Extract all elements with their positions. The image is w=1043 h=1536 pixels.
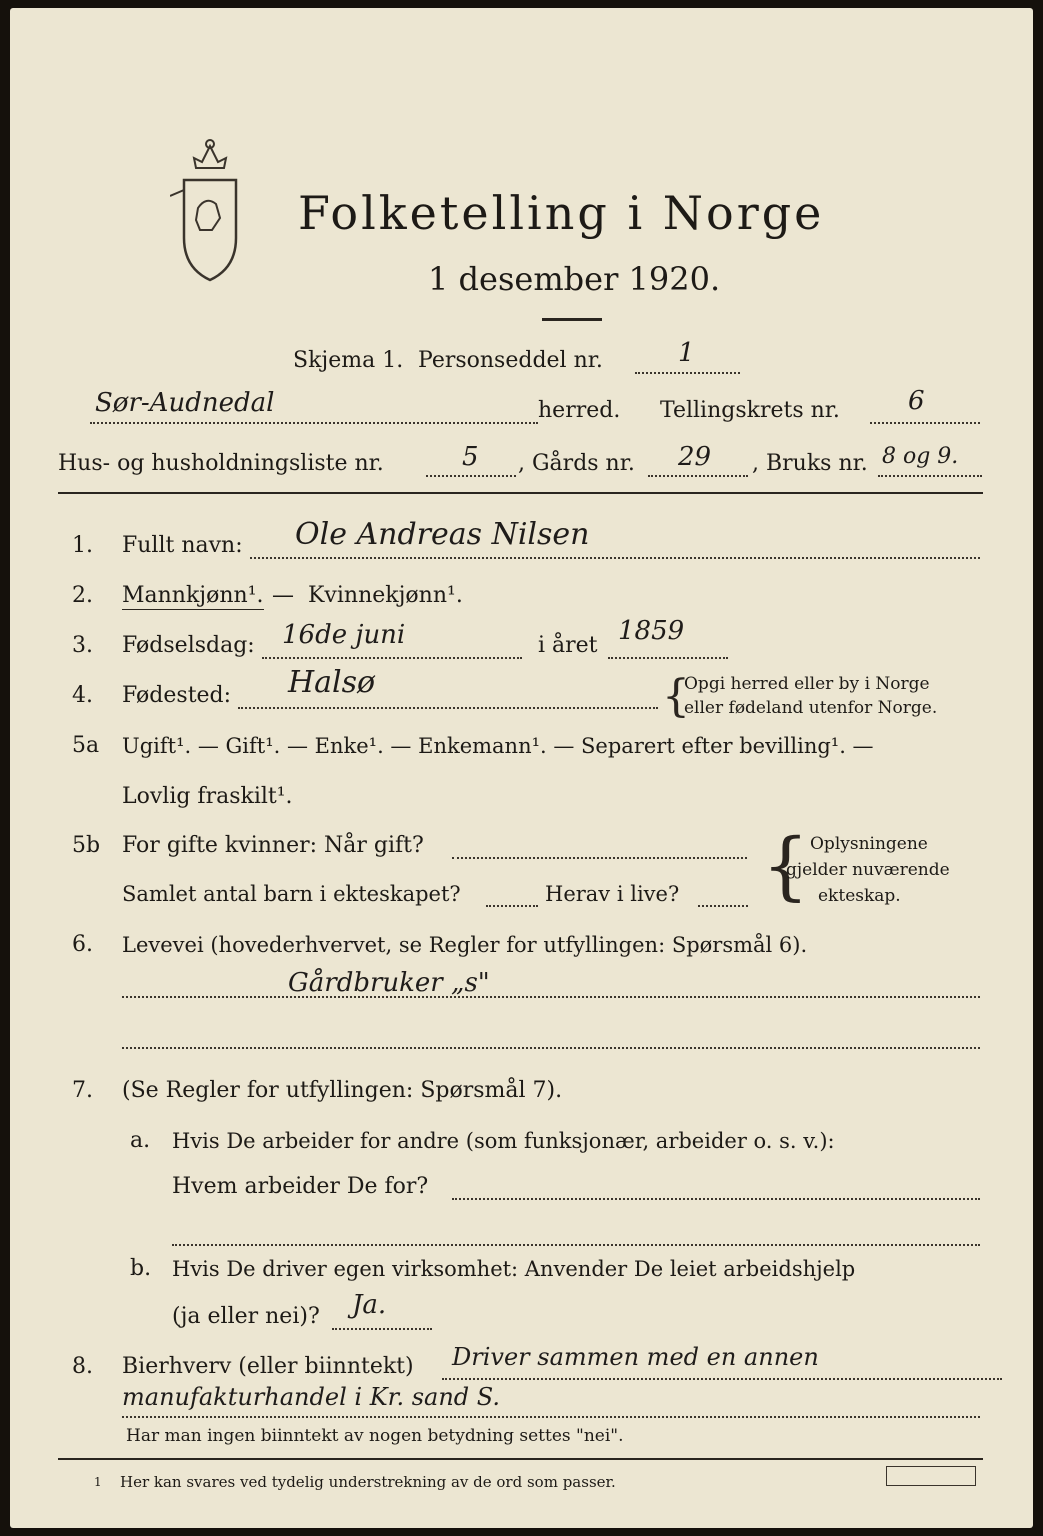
q8-line1 <box>442 1378 1002 1380</box>
q5b-label2: Samlet antal barn i ekteskapet? <box>122 882 461 906</box>
q5a-line1: Ugift¹. — Gift¹. — Enke¹. — Enkemann¹. — Separert efter bevilling¹. — <box>122 734 874 758</box>
q8-value1: Driver sammen med en annen <box>452 1343 819 1371</box>
q6-value: Gårdbruker „s" <box>288 968 490 998</box>
personseddel-line <box>635 372 740 374</box>
q3-line <box>262 657 522 659</box>
q8-value2: manufakturhandel i Kr. sand S. <box>122 1383 500 1411</box>
q2-sep: — <box>272 583 294 608</box>
q4-note2: eller fødeland utenfor Norge. <box>684 698 938 718</box>
printer-stamp <box>886 1466 976 1486</box>
norway-coat-of-arms-icon <box>170 138 250 288</box>
q4-number: 4. <box>72 683 93 708</box>
q7a-number: a. <box>130 1128 151 1153</box>
schema-label: Skjema 1. <box>293 348 404 373</box>
q3-value: 16de juni <box>282 620 406 650</box>
footnote-mark: 1 <box>94 1475 102 1489</box>
herred-line <box>90 422 538 424</box>
bruks-label: , Bruks nr. <box>752 451 868 476</box>
footer-divider <box>58 1458 983 1460</box>
tellingskrets-line <box>870 422 980 424</box>
q6-line2 <box>122 1047 980 1049</box>
q5b-label3: Herav i live? <box>545 882 680 906</box>
q1-value: Ole Andreas Nilsen <box>295 517 590 552</box>
q5a-line2: Lovlig fraskilt¹. <box>122 784 293 809</box>
q2-male: Mannkjønn¹. <box>122 583 264 608</box>
title-divider <box>542 318 602 321</box>
personseddel-label: Personseddel nr. <box>418 348 603 373</box>
q4-label: Fødested: <box>122 683 232 708</box>
herred-label: herred. <box>538 398 621 423</box>
q5b-when-line <box>452 857 747 859</box>
q8-line2 <box>122 1416 980 1418</box>
q7b-line <box>332 1328 432 1330</box>
q7b-label: Hvis De driver egen virksomhet: Anvender De leiet arbeidshjelp <box>172 1257 856 1281</box>
personseddel-value: 1 <box>678 338 695 368</box>
tellingskrets-label: Tellingskrets nr. <box>660 398 840 423</box>
q2-number: 2. <box>72 583 93 608</box>
q2-female: Kvinnekjønn¹. <box>308 583 463 608</box>
q5b-note3: ekteskap. <box>818 886 901 906</box>
q1-line <box>250 557 980 559</box>
q5b-number: 5b <box>72 833 101 858</box>
q7b-value: Ja. <box>352 1290 387 1320</box>
q8-label: Bierhverv (eller biinntekt) <box>122 1354 414 1379</box>
q8-note: Har man ingen biinntekt av nogen betydning settes "nei". <box>126 1426 624 1446</box>
q6-label: Levevei (hovederhvervet, se Regler for utfyllingen: Spørsmål 6). <box>122 933 808 957</box>
q5a-number: 5a <box>72 733 100 758</box>
q5b-label1: For gifte kvinner: Når gift? <box>122 833 424 858</box>
q7-label: (Se Regler for utfyllingen: Spørsmål 7). <box>122 1078 563 1103</box>
census-date: 1 desember 1920. <box>428 260 721 298</box>
husliste-value: 5 <box>462 442 479 472</box>
q5b-brace: { <box>762 823 810 909</box>
q3-year-label: i året <box>538 633 598 658</box>
q7b-question: (ja eller nei)? <box>172 1304 320 1329</box>
q4-value: Halsø <box>288 665 376 700</box>
q7a-question: Hvem arbeider De for? <box>172 1174 429 1199</box>
herred-value: Sør-Audnedal <box>95 388 275 418</box>
q7a-line1 <box>452 1198 980 1200</box>
q6-line1 <box>122 996 980 998</box>
q4-brace: { <box>662 671 690 722</box>
census-form <box>10 8 1033 1528</box>
gards-value: 29 <box>678 442 712 472</box>
bruks-value: 8 og 9. <box>882 444 959 469</box>
gards-label: , Gårds nr. <box>518 451 635 476</box>
q5b-note2: gjelder nuværende <box>786 860 950 880</box>
q7a-line2 <box>172 1244 980 1246</box>
header-divider <box>58 492 983 494</box>
q8-number: 8. <box>72 1354 93 1379</box>
footnote-text: Her kan svares ved tydelig understrekning av de ord som passer. <box>120 1473 616 1491</box>
form-title: Folketelling i Norge <box>298 186 825 240</box>
husliste-label: Hus- og husholdningsliste nr. <box>58 451 384 476</box>
q7-number: 7. <box>72 1078 93 1103</box>
husliste-line <box>426 475 516 477</box>
q3-year-value: 1859 <box>618 616 685 646</box>
q7b-number: b. <box>130 1256 152 1281</box>
q3-label: Fødselsdag: <box>122 633 255 658</box>
q1-number: 1. <box>72 533 93 558</box>
q4-note1: Opgi herred eller by i Norge <box>684 674 930 694</box>
q3-year-line <box>608 657 728 659</box>
q4-line <box>238 707 658 709</box>
gards-line <box>648 475 748 477</box>
bruks-line <box>878 475 982 477</box>
q6-number: 6. <box>72 932 93 957</box>
tellingskrets-value: 6 <box>908 386 925 416</box>
q1-label: Fullt navn: <box>122 533 243 558</box>
q3-number: 3. <box>72 633 93 658</box>
q5b-note1: Oplysningene <box>810 834 928 854</box>
q5b-alive-line <box>698 905 748 907</box>
q5b-children-line <box>486 905 538 907</box>
q7a-label: Hvis De arbeider for andre (som funksjonær, arbeider o. s. v.): <box>172 1129 835 1153</box>
